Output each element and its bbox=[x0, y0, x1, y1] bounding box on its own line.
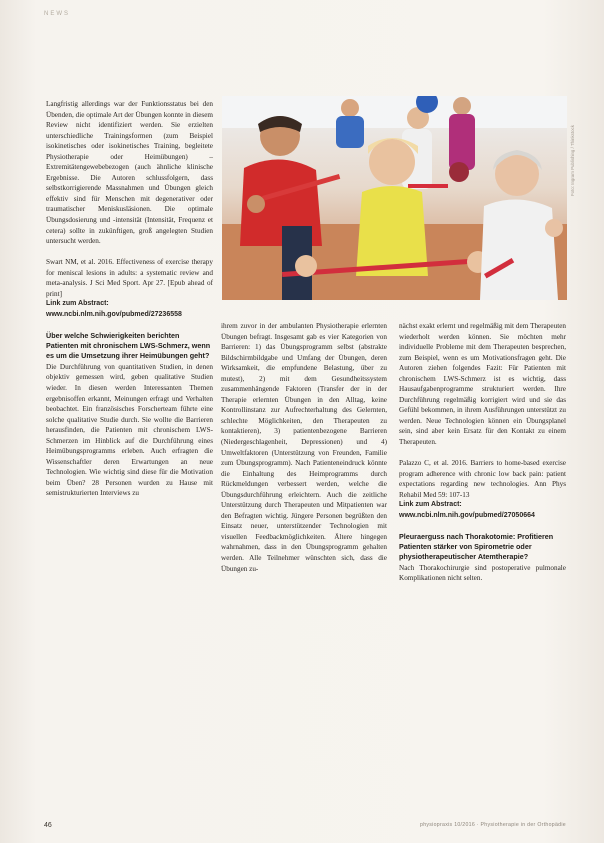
col1-question-heading: Über welche Schwierigkeiten berichten Patienten mit chronischem LWS-Schmerz, wenn es um die Umsetzung ihrer Heimübungen geht? bbox=[46, 330, 211, 361]
exercise-group-illustration bbox=[222, 96, 567, 300]
col3-question-heading: Pleuraerguss nach Thorakotomie: Profitieren Patienten stärker von Spirometrie oder physiotherapeutischer Atemtherapie? bbox=[399, 531, 554, 562]
column-3 bbox=[399, 321, 566, 584]
column-2 bbox=[221, 321, 387, 574]
col1-body-bottom: Die Durchführung von quantitativen Studien, in denen objektiv gemessen wird, geben qualitative Studien wieder. In diesen werden Interessanten Themen ergebnisoffen erkannt, Meinungen erfragt und Verhalten beobachtet. Ein französisches Forscherteam führte eine solche qualitative Studie durch. Sie wollte die Barrieren herausfinden, die Patienten mit chronischem LWS-Schmerzen im Hinblick auf die Durchführung eines Heimübungsprogramms erleben. Auch erfragten die Wissenschaftler deren Erwartungen an neue Technologien. Wie wichtig sind diese für die Motivation beim Üben? 28 Personen wurden zu Hause mit semistrukturierten Interviews zu bbox=[46, 362, 213, 498]
col3-body-bottom: Nach Thorakochirurgie sind postoperative pulmonale Komplikationen nicht selten. bbox=[399, 563, 566, 583]
col1-abstract-link[interactable]: Link zum Abstract: www.ncbi.nlm.nih.gov/pubmed/27236558 bbox=[46, 300, 182, 318]
column-1 bbox=[46, 99, 213, 499]
section-tag: NEWS bbox=[44, 11, 70, 17]
col3-abstract-link[interactable]: Link zum Abstract: www.ncbi.nlm.nih.gov/pubmed/27050664 bbox=[399, 501, 535, 519]
col3-reference: Palazzo C, et al. 2016. Barriers to home-based exercise program adherence with chronic low back pain: patient expectations regarding new technologies. Ann Phys Rehabil Med 59: 107-13 bbox=[399, 459, 566, 499]
col1-reference: Swart NM, et al. 2016. Effectiveness of exercise therapy for meniscal lesions in adults: a systematic review and meta-analysis. J Sci Med Sport. Apr 27. [Epub ahead of print] bbox=[46, 258, 213, 298]
col2-body: ihrem zuvor in der ambulanten Physiotherapie erlernten Übungen befragt. Insgesamt gab es vier Kategorien von Barrieren: 1) das Übungsprogramm selbst (abstrakte Bildschirmbildgabe und Umfang der Übungen, deren Wirksamkeit, die empfundene Belastung, über zu mutest), 2) mit dem Gesundheitssystem zusammenhängende Faktoren (Transfer der in der Therapie erlernten Übungen in den Alltag, keine Kontrollinstanz zur Aufrechterhaltung des Gelernten, schlechte Möglichkeiten, den Therapeuten zu kontaktieren), 3) patientenbezogene Barrieren (Niedergeschlagenheit, Depressionen) und 4) Umweltfaktoren (Unterstützung von Freunden, Familie zum Übungsprogramm). Nach Patienteneindruck könnte die Einhaltung des Heimprogramms durch Rückmeldungen verbessert werden, welche die Übungsdurchführung erleichtern. Auch die zeitliche Unterstützung durch Therapeuten und Mitpatienten war den Befragten wichtig. Jüngere Personen begrüßten den Einsatz neuer, unterstützender Technologien mit visuellen Feedbackmöglichkeiten. Ältere hingegen wahrnahmen, dass in den Übungsprogramm gehalten werden. Alle Teilnehmer wünschten sich, dass die Übungen zu- bbox=[221, 322, 387, 573]
image-credit: Foto: Ingram Publishing / Thinkstock bbox=[570, 125, 575, 196]
col3-body-top: nächst exakt erlernt und regelmäßig mit dem Therapeuten wiederholt werden können. Sie möchten mehr individuelle Probleme mit dem Therapeuten besprechen, zum Beispiel, wenn es um Motivationsfragen geht. Die Autoren ziehen folgendes Fazit: Für Patienten mit chronischem LWS-Schmerz ist es wichtig, dass Hausaufgabenprogramme strukturiert werden. Ihre Durchführung regelmäßig korrigiert wird und sie das Gefühl bekommen, in ihrem Ausführungen unterstützt zu werden. Neue Technologien können ein Übungsplanel sein, sind aber kein Ersatz für den Kontakt zu einem Therapeuten. bbox=[399, 322, 566, 447]
exercise-group-photo bbox=[222, 96, 567, 300]
col1-body-top: Langfristig allerdings war der Funktionsstatus bei den Übenden, die optimale Art der Übungen konnte in diesem Review nicht identifiziert werden. Sie erzielten unterschiedliche Trainingsformen (zum Beispiel isokinetisches oder isokinetisches Training, begleitete Physiotherapie oder Heimübungen) – Extremitätengewebebezogen (auch ähnliche klinische Ergebnisse. Die Autoren schlussfolgern, dass selbstkorrigierende Massnahmen und Übungen gleich effektiv sind für Menschen mit degenerativer oder traumatischer Meniskusläsionen. Die optimale Übungsdosierung und -intensität (Intensität, Frequenz et cetera) sollte in zukünftigen, groß angelegten Studien untersucht werden. bbox=[46, 100, 213, 246]
page-number: 46 bbox=[44, 822, 52, 829]
running-footer: physiopraxis 10/2016 · Physiotherapie in der Orthopädie bbox=[420, 822, 566, 828]
